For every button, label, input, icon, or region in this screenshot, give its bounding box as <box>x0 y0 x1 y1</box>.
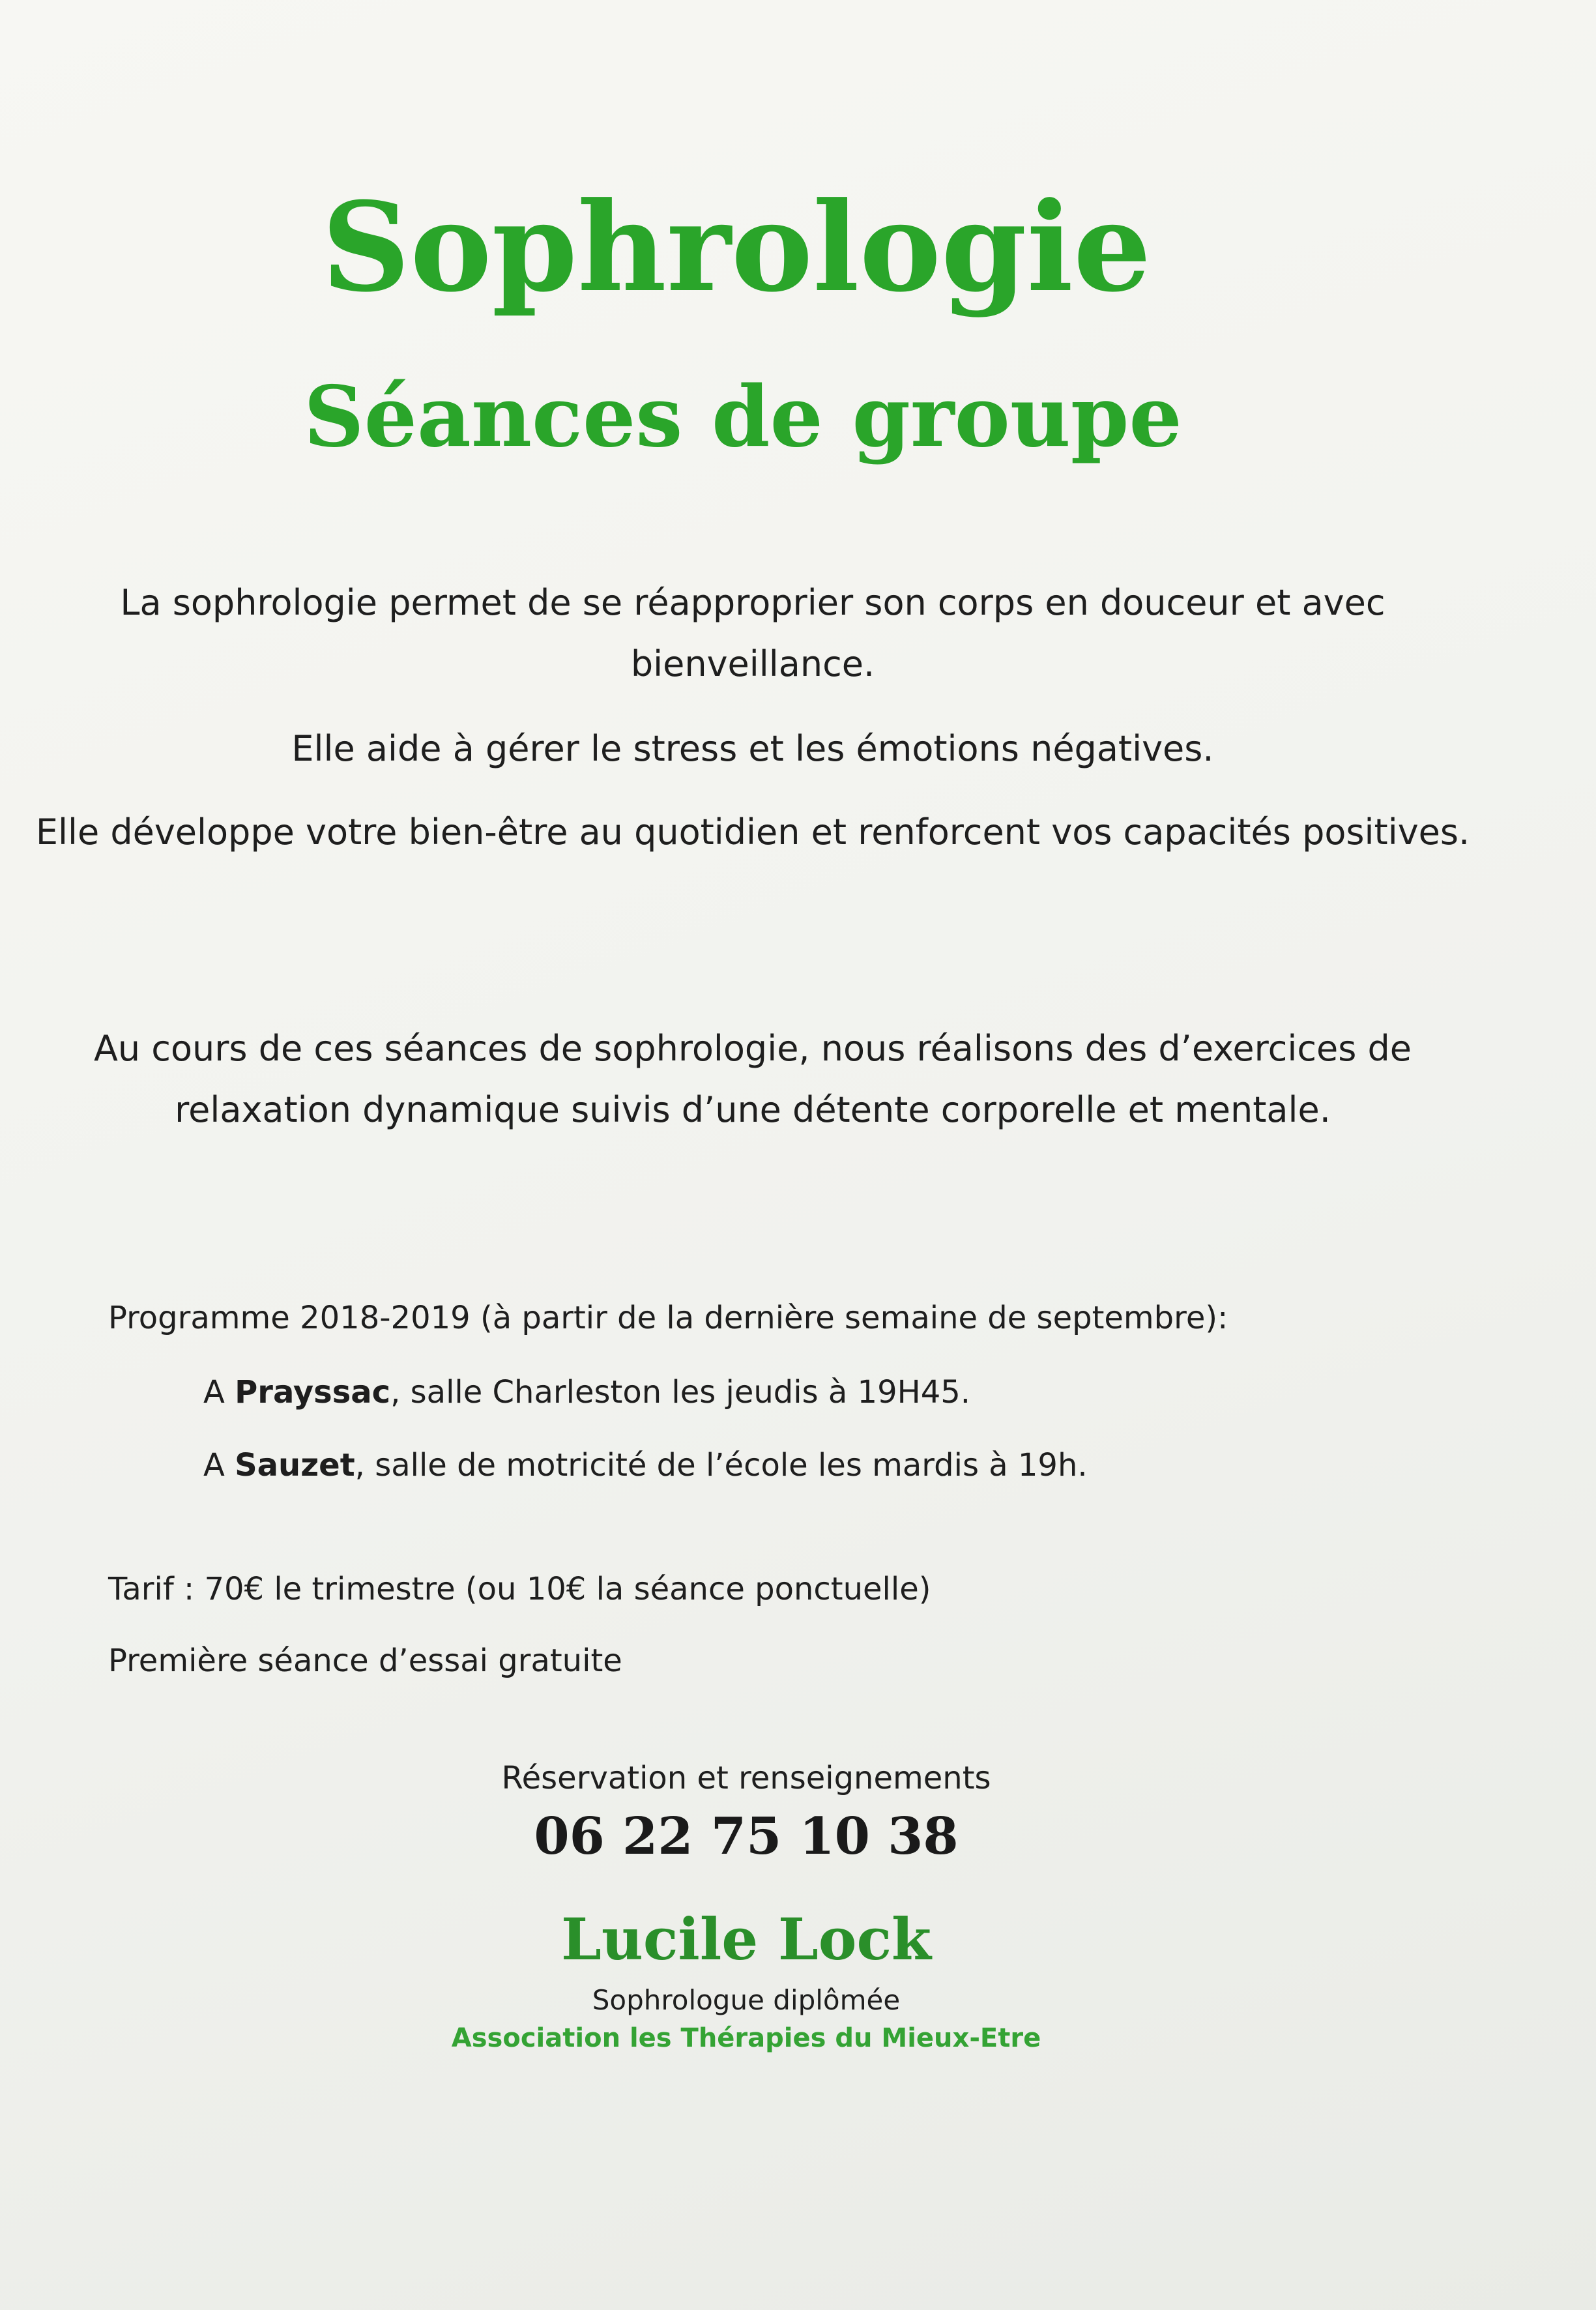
intro-paragraph-3: Elle développe votre bien-être au quotidien et renforcent vos capacités positives. <box>35 811 1470 853</box>
contact-name: Lucile Lock <box>560 1905 932 1973</box>
session-place: Sauzet <box>235 1447 355 1484</box>
pricing-tarif: Tarif : 70€ le trimestre (ou 10€ la séance ponctuelle) <box>108 1571 931 1607</box>
contact-association: Association les Thérapies du Mieux-Etre <box>451 2023 1041 2053</box>
programme-heading: Programme 2018-2019 (à partir de la dernière semaine de septembre): <box>108 1300 1228 1336</box>
contact-label: Réservation et renseignements <box>501 1760 991 1796</box>
contact-phone: 06 22 75 10 38 <box>534 1807 959 1866</box>
session-details: , salle Charleston les jeudis à 19H45. <box>390 1374 971 1411</box>
flyer-subtitle: Séances de groupe <box>304 368 1182 466</box>
session-sauzet <box>203 1446 1088 1485</box>
flyer-title: Sophrologie <box>321 175 1152 319</box>
session-prefix: A <box>203 1374 235 1411</box>
pricing-trial: Première séance d’essai gratuite <box>108 1643 622 1679</box>
contact-role: Sophrologue diplômée <box>592 1984 901 2016</box>
session-prayssac <box>203 1373 970 1412</box>
session-prefix: A <box>203 1447 235 1484</box>
session-place: Prayssac <box>235 1374 391 1411</box>
session-details: , salle de motricité de l’école les mardis à 19h. <box>355 1447 1088 1484</box>
intro-paragraph-1: La sophrologie permet de se réapproprier son corps en douceur et avec bienveillance. <box>120 582 1386 684</box>
intro-paragraph-4: Au cours de ces séances de sophrologie, nous réalisons des d’exercices de relaxation dynamique suivis d’une détente corporelle et mentale. <box>93 1028 1412 1130</box>
intro-paragraph-2: Elle aide à gérer le stress et les émotions négatives. <box>291 728 1214 769</box>
